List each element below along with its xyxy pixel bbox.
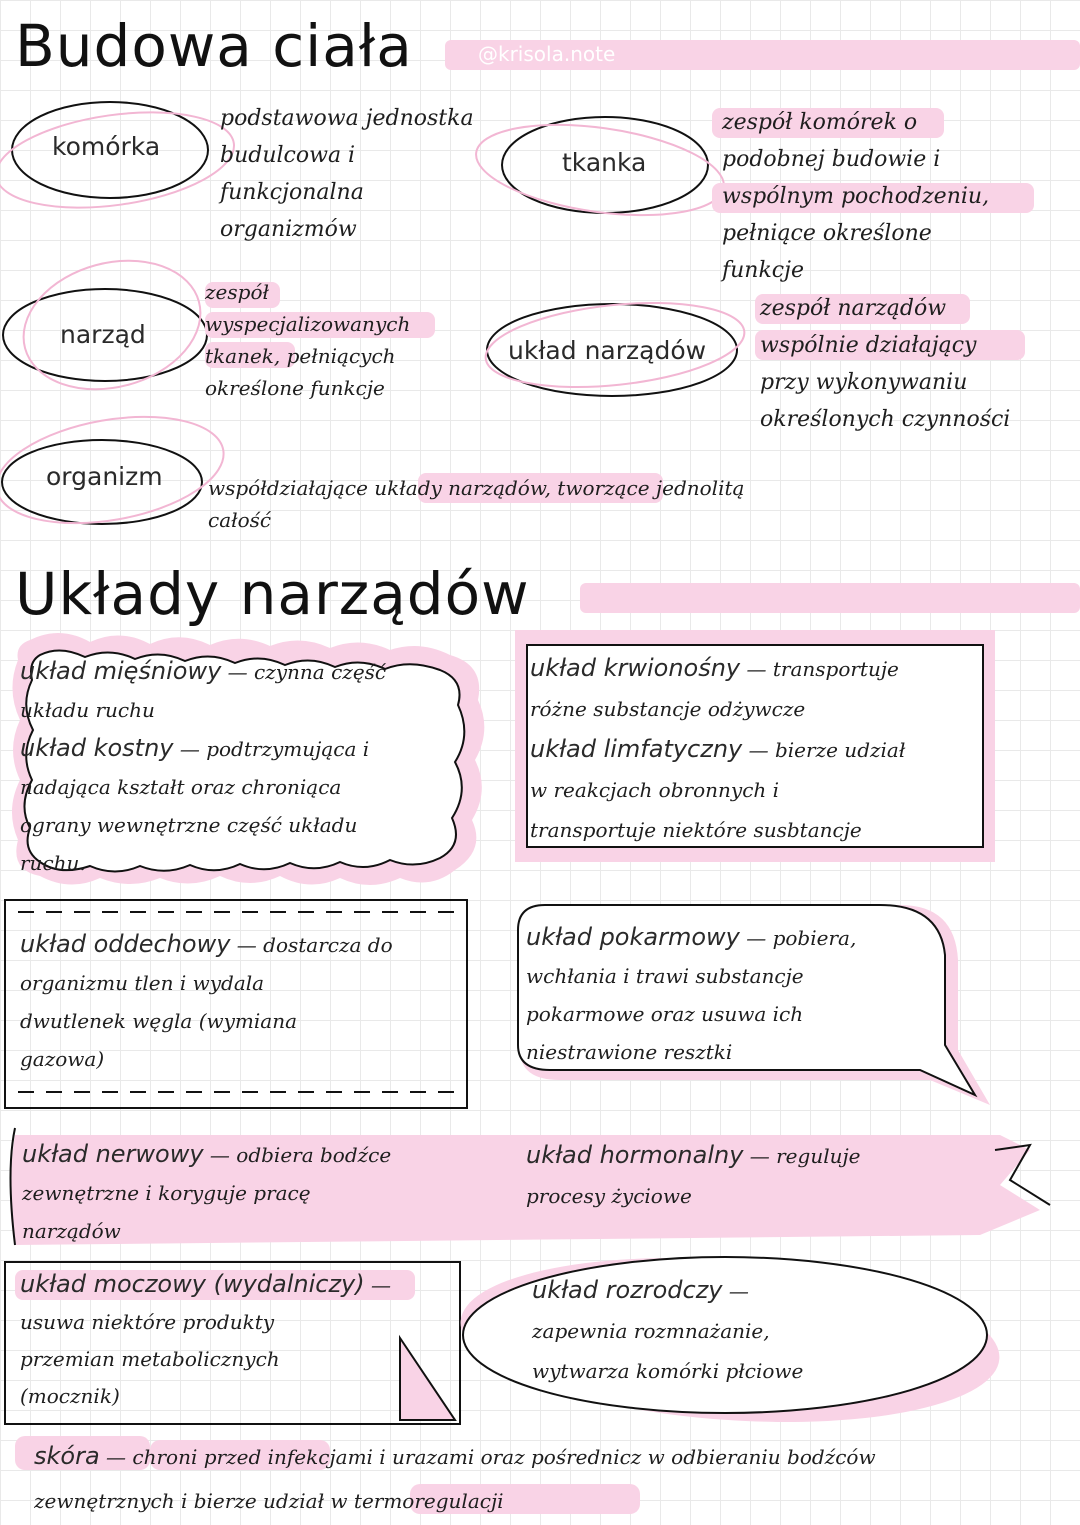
system-line: ruchu. [20,851,86,875]
system-desc: — chroni przed infekcjami i urazami oraz pośrednicz w odbieraniu bodźców [106,1445,876,1469]
system-name: układ kostny [20,734,174,762]
system-line: zapewnia rozmnażanie, [532,1319,770,1343]
card-urinary [20,1266,450,1415]
system-line: różne substancje odżywcze [530,697,806,721]
system-line: układu ruchu [20,698,155,722]
def-line: wyspecjalizowanych [205,312,411,336]
def-line: funkcjonalna [220,180,364,205]
system-line: pokarmowe oraz usuwa ich [526,1002,804,1026]
system-line: nadająca kształt oraz chroniąca [20,775,342,799]
system-line: niestrawione resztki [526,1040,733,1064]
system-line: przemian metabolicznych [20,1347,280,1371]
system-lymph [530,729,980,770]
card-skin [34,1434,1074,1523]
system-line: narządów [22,1219,121,1243]
system-name: układ oddechowy [20,930,231,958]
system-line: procesy życiowe [526,1184,692,1208]
system-desc: — odbiera bodźce [209,1143,392,1167]
system-desc: — pobiera, [746,926,857,950]
system-desc: — dostarcza do [236,933,393,957]
system-line: wytwarza komórki płciowe [532,1359,804,1383]
system-line: w reakcjach obronnych i [530,778,780,802]
card-hormonal [526,1135,986,1216]
def-line: zespół narządów [760,296,947,321]
system-name: układ nerwowy [22,1140,204,1168]
def-tkanka [722,104,989,289]
card-muscle-skeleton [20,652,460,882]
term-komorka: komórka [52,132,161,161]
system-desc: — podtrzymująca i [179,737,370,761]
system-line: usuwa niektóre produkty [20,1310,275,1334]
def-line: podobnej budowie i [722,147,941,172]
system-desc: — bierze udział [748,738,906,762]
def-line: określone funkcje [205,376,385,400]
system-desc: — [370,1273,391,1297]
system-line: gazowa) [20,1047,105,1071]
system-name: układ krwionośny [530,654,741,682]
watermark: @krisola.note [478,42,616,66]
system-reproductive [532,1270,952,1311]
system-skeleton [20,729,460,768]
system-respiratory [20,925,460,964]
system-name: skóra [34,1442,100,1470]
system-line: transportuje niektóre susbtancje [530,818,862,842]
system-desc: — transportuje [746,657,899,681]
card-nervous [22,1135,482,1250]
def-line: zespół komórek o [722,110,918,135]
term-tkanka: tkanka [562,148,647,177]
system-line: zewnętrznych i bierze udział w termoregulacji [34,1489,504,1513]
system-nervous [22,1135,482,1174]
def-line: określonych czynności [760,407,1011,432]
system-name: układ pokarmowy [526,923,740,951]
system-line: ograny wewnętrzne część układu [20,813,358,837]
def-line: organizmów [220,217,357,242]
card-respiratory [20,925,460,1078]
def-line: podstawowa jednostka [220,106,474,131]
def-narzad [205,276,410,404]
system-name: układ moczowy (wydalniczy) [20,1270,365,1298]
def-uklad-narzadow [760,290,1010,438]
system-line: (mocznik) [20,1384,120,1408]
system-name: układ hormonalny [526,1141,744,1169]
system-muscle [20,652,460,691]
system-desc: — [728,1279,749,1303]
system-name: układ limfatyczny [530,735,743,763]
def-line: przy wykonywaniu [760,370,968,395]
section-title: Układy narządów [15,560,530,628]
def-line: współdziałające układy narządów, tworzące jednolitą [208,476,745,500]
def-line: tkanek, pełniących [205,344,396,368]
system-urinary [20,1266,450,1304]
def-line: funkcje [722,258,804,283]
def-line: wspólnie działający [760,333,977,358]
system-hormonal [526,1135,986,1176]
page-title: Budowa ciała [15,12,413,80]
term-narzad: narząd [60,320,146,349]
system-name: układ mięśniowy [20,657,222,685]
def-organizm [208,472,744,536]
def-line: zespół [205,280,269,304]
term-organizm: organizm [46,462,163,491]
system-desc: — reguluje [749,1144,861,1168]
term-uklad-narzadow: układ narządów [508,336,707,365]
system-line: wchłania i trawi substancje [526,964,804,988]
card-blood-lymph [530,648,980,850]
def-line: budulcowa i [220,143,356,168]
system-line: dwutlenek węgla (wymiana [20,1009,298,1033]
system-digestive [526,918,946,957]
def-line: całość [208,508,272,532]
card-reproductive [532,1270,952,1391]
system-blood [530,648,980,689]
def-komorka [220,100,474,248]
title2-highlight-bar [580,583,1080,613]
def-line: pełniące określone [722,221,932,246]
system-line: organizmu tlen i wydala [20,971,265,995]
system-desc: — czynna część [227,660,387,684]
system-skin [34,1434,1074,1479]
card-digestive [526,918,946,1071]
system-name: układ rozrodczy [532,1276,723,1304]
def-line: wspólnym pochodzeniu, [722,184,990,209]
system-line: zewnętrzne i koryguje pracę [22,1181,311,1205]
